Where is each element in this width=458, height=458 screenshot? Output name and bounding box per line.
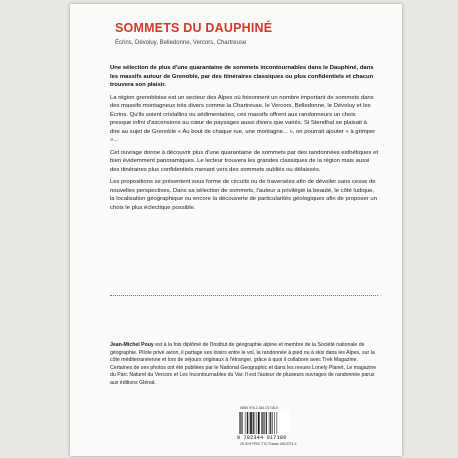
description	[110, 64, 378, 216]
barcode-bar	[272, 412, 273, 434]
isbn-label: ISBN 978-2-344-01718-0	[240, 406, 278, 410]
barcode-bar	[240, 412, 241, 434]
book-title: SOMMETS DU DAUPHINÉ	[115, 21, 273, 35]
lead-paragraph: Une sélection de plus d'une quarantaine de sommets incontournables dans le Dauphiné, dans les massifs autour de Grenoble, par des itinéraires classiques ou plus confidentiels et chacun trouvera son plaisir.	[110, 65, 374, 88]
barcode-bar	[257, 412, 258, 434]
author-bio	[110, 342, 378, 388]
barcode-bar	[264, 412, 265, 434]
barcode-bar	[247, 412, 248, 434]
barcode-bar	[249, 412, 250, 434]
author-bio-text: est à la fois diplômé de l'Institut de géographie alpine et membre de la Société nationale de géographie. Pilote privé avion, il partage ses loisirs entre le vol, la randonnée à pied ou à skis dans les Alpes, sur la côte méditerranéenne et lors de séjours originaux à l'étranger, grâce à quoi il collabore avec Trek Magazine. Certaines de ses photos ont été publiées par le National Geographic et dans les revues Lonely Planet, Le magazine du Parc Naturel du Vercors et Les Incontournables du Var. Il est l'auteur de plusieurs ouvrages de randonnée parus aux éditions Glénat.	[110, 342, 377, 386]
author-name: Jean-Michel Pouy	[110, 342, 154, 348]
paragraph: La région grenobloise est un secteur des Alpes où foisonnent un nombre important de sommets dans des massifs montagneux très divers comme la Chartreuse, le Vercors, Belledonne, le Dévoluy et les Écrins. Qu'ils soient cristallins ou sédimentaires, ces massifs offrent aux randonneurs un choix presque infini d'ascensions au cœur de paysages aussi divers que variés. Si Stendhal se plaisait à dire au sujet de Grenoble « Au bout de chaque rue, une montagne... », on pourrait ajouter « à grimper »...	[110, 94, 376, 143]
barcode-bar	[250, 412, 252, 434]
barcode-bar	[270, 412, 271, 434]
barcode-bar	[261, 412, 262, 434]
barcode-bar	[274, 412, 275, 434]
section-divider	[110, 295, 378, 296]
paragraph: Les propositions se présentent sous forme de circuits ou de traversées afin de dévoiler sans cesse de nouvelles perspectives. Dans sa sélection de sommets, l'auteur a privilégié la beauté, le côté ludique, la localisation géographique ou encore la découverte de particularités géologiques afin de proposer un choix le plus éclectique possible.	[110, 179, 377, 211]
barcode-bar	[245, 412, 246, 434]
book-back-cover	[70, 4, 402, 456]
barcode-bar	[258, 412, 260, 434]
barcode-bar	[253, 412, 254, 434]
barcode	[238, 411, 290, 435]
barcode-bar	[242, 412, 243, 434]
paragraph: Cet ouvrage donne à découvrir plus d'une quarantaine de sommets par des randonnées esthétiques et bien évidemment panoramiques. Le lecteur trouvera les grandes classiques de la région mais aussi des itinéraires plus confidentiels menant vers des sommets oubliés ou délaissés.	[110, 149, 379, 173]
book-subtitle: Écrins, Dévoluy, Belledonne, Vercors, Chartreuse	[115, 40, 247, 46]
barcode-bar	[239, 412, 240, 434]
barcode-bar	[262, 412, 263, 434]
barcode-number: 9 782344 017180	[237, 435, 287, 441]
barcode-bar	[277, 412, 278, 434]
price-label: 25,00 € PRIX TTC France 6512073-X	[240, 442, 297, 446]
barcode-bar	[269, 412, 270, 434]
barcode-bar	[255, 412, 256, 434]
barcode-bar	[266, 412, 267, 434]
